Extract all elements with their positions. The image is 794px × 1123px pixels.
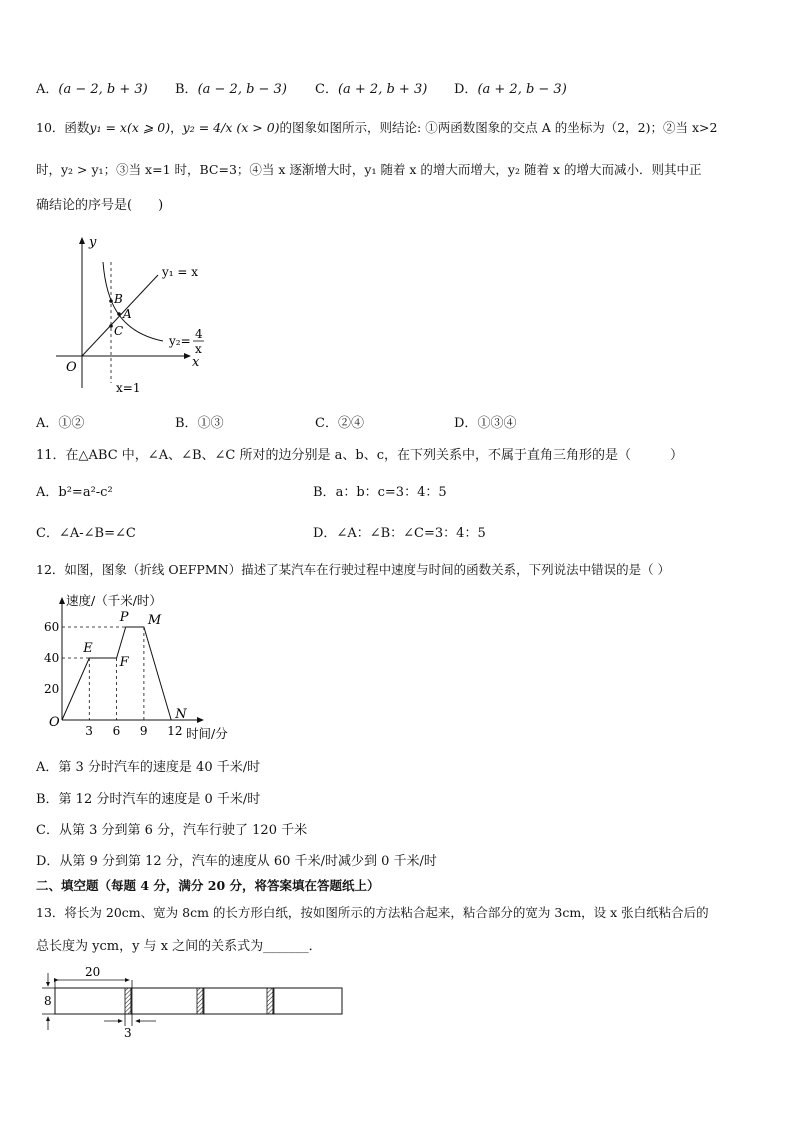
overlap-hatch: [197, 988, 204, 1014]
option-label: D．: [454, 82, 478, 97]
point-label-p: P: [119, 610, 129, 625]
option-label: C．: [36, 526, 59, 541]
option-value: a：b：c=3：4：5: [335, 485, 447, 500]
point-label-m: M: [147, 613, 162, 628]
q12-option-d: D．从第 9 分到第 12 分，汽车的速度从 60 千米/时减少到 0 千米/时: [36, 854, 437, 869]
origin-label: O: [66, 360, 77, 375]
option-label: D．: [454, 416, 478, 431]
point-label-f: F: [119, 655, 129, 670]
option-label: A．: [36, 416, 59, 431]
point-label-e: E: [83, 641, 93, 656]
overlap-hatch: [267, 988, 274, 1014]
q12-stem: 12．如图，图象（折线 OEFPMN）描述了某汽车在行驶过程中速度与时间的函数关系，下列说法中错误的是（ ）: [36, 562, 671, 577]
option-label: C．: [315, 82, 338, 97]
line-y1-label: y₁ = x: [162, 265, 199, 279]
point-a-label: A: [123, 307, 132, 321]
x-tick-label: 9: [139, 724, 148, 738]
q10-line-2: 时，y₂ > y₁；③当 x=1 时，BC=3；④当 x 逐渐增大时，y₁ 随着 x 的增大而增大，y₂ 随着 x 的增大而减小．则其中正: [36, 162, 702, 177]
q12-option-a: A．第 3 分时汽车的速度是 40 千米/时: [36, 760, 261, 775]
overlap-hatch: [125, 988, 132, 1014]
point-c-label: C: [114, 324, 124, 338]
y-tick-label: 60: [44, 620, 60, 634]
option-label: B．: [313, 485, 336, 500]
section-heading: 二、填空题（每题 4 分，满分 20 分，将答案填在答题纸上）: [36, 878, 380, 893]
q10-line1-rest: 的图象如图所示，则结论: ①两函数图象的交点 A 的坐标为（2，2)；②当 x>2: [279, 120, 718, 135]
y-tick-label: 20: [44, 682, 60, 696]
x-tick-label: 6: [112, 724, 121, 738]
option-value: ∠A：∠B：∠C=3：4：5: [336, 526, 486, 541]
option-value: ①②: [58, 416, 85, 431]
option-label: A．: [36, 485, 59, 500]
curve-y2-numerator: 4: [195, 327, 203, 341]
q10-function-2: y₂ = 4/x (x > 0): [182, 120, 280, 135]
option-value: ∠A-∠B=∠C: [58, 526, 136, 541]
point-label-o: O: [49, 715, 60, 730]
overlap-label: 3: [124, 1026, 132, 1040]
width-label: 8: [44, 994, 52, 1008]
q10-line-3: 确结论的序号是( ): [36, 198, 164, 213]
length-label: 20: [85, 965, 101, 979]
chart-y-label: 速度/（千米/时）: [66, 593, 162, 608]
option-value: b²=a²-c²: [58, 485, 113, 500]
option-label: B．: [175, 416, 198, 431]
q11-stem: 11．在△ABC 中，∠A、∠B、∠C 所对的边分别是 a、b、c，在下列关系中，不属于直角三角形的是（ ）: [36, 448, 683, 463]
point-label-n: N: [175, 707, 187, 722]
option-label: D．: [313, 526, 337, 541]
option-value: (a + 2, b + 3): [337, 82, 428, 97]
x-tick-label: 3: [85, 724, 93, 738]
q13-line-1: 13．将长为 20cm、宽为 8cm 的长方形白纸，按如图所示的方法粘合起来，粘合部分的宽为 3cm，设 x 张白纸粘合后的: [36, 905, 709, 920]
vline-label: x=1: [116, 381, 141, 395]
option-label: A．: [36, 82, 59, 97]
q12-option-b: B．第 12 分时汽车的速度是 0 千米/时: [36, 792, 261, 807]
option-value: ②④: [337, 416, 364, 431]
option-value: (a − 2, b + 3): [58, 82, 148, 97]
point-b-label: B: [114, 292, 123, 306]
x-tick-label: 12: [167, 724, 183, 738]
curve-y2-denominator: x: [195, 342, 202, 356]
y-axis-label: y: [89, 235, 97, 250]
q10-function-1: y₁ = x(x ⩾ 0): [89, 120, 171, 135]
q10-lead: 函数: [64, 120, 90, 135]
option-label: B．: [175, 82, 198, 97]
option-value: (a + 2, b − 3): [477, 82, 567, 97]
option-value: ①③: [197, 416, 224, 431]
q13-line-2: 总长度为 ycm，y 与 x 之间的关系式为_______．: [36, 939, 322, 954]
question-number: 10．: [36, 120, 65, 135]
q10-sep: ，: [170, 120, 183, 135]
x-axis-label: x: [192, 355, 200, 370]
option-value: (a − 2, b − 3): [197, 82, 287, 97]
y-tick-label: 40: [44, 651, 60, 665]
option-label: C．: [315, 416, 338, 431]
chart-x-label: 时间/分: [186, 726, 228, 741]
curve-y2-label: y₂=: [169, 334, 191, 348]
q12-option-c: C．从第 3 分到第 6 分，汽车行驶了 120 千米: [36, 823, 308, 838]
option-value: ①③④: [477, 416, 517, 431]
